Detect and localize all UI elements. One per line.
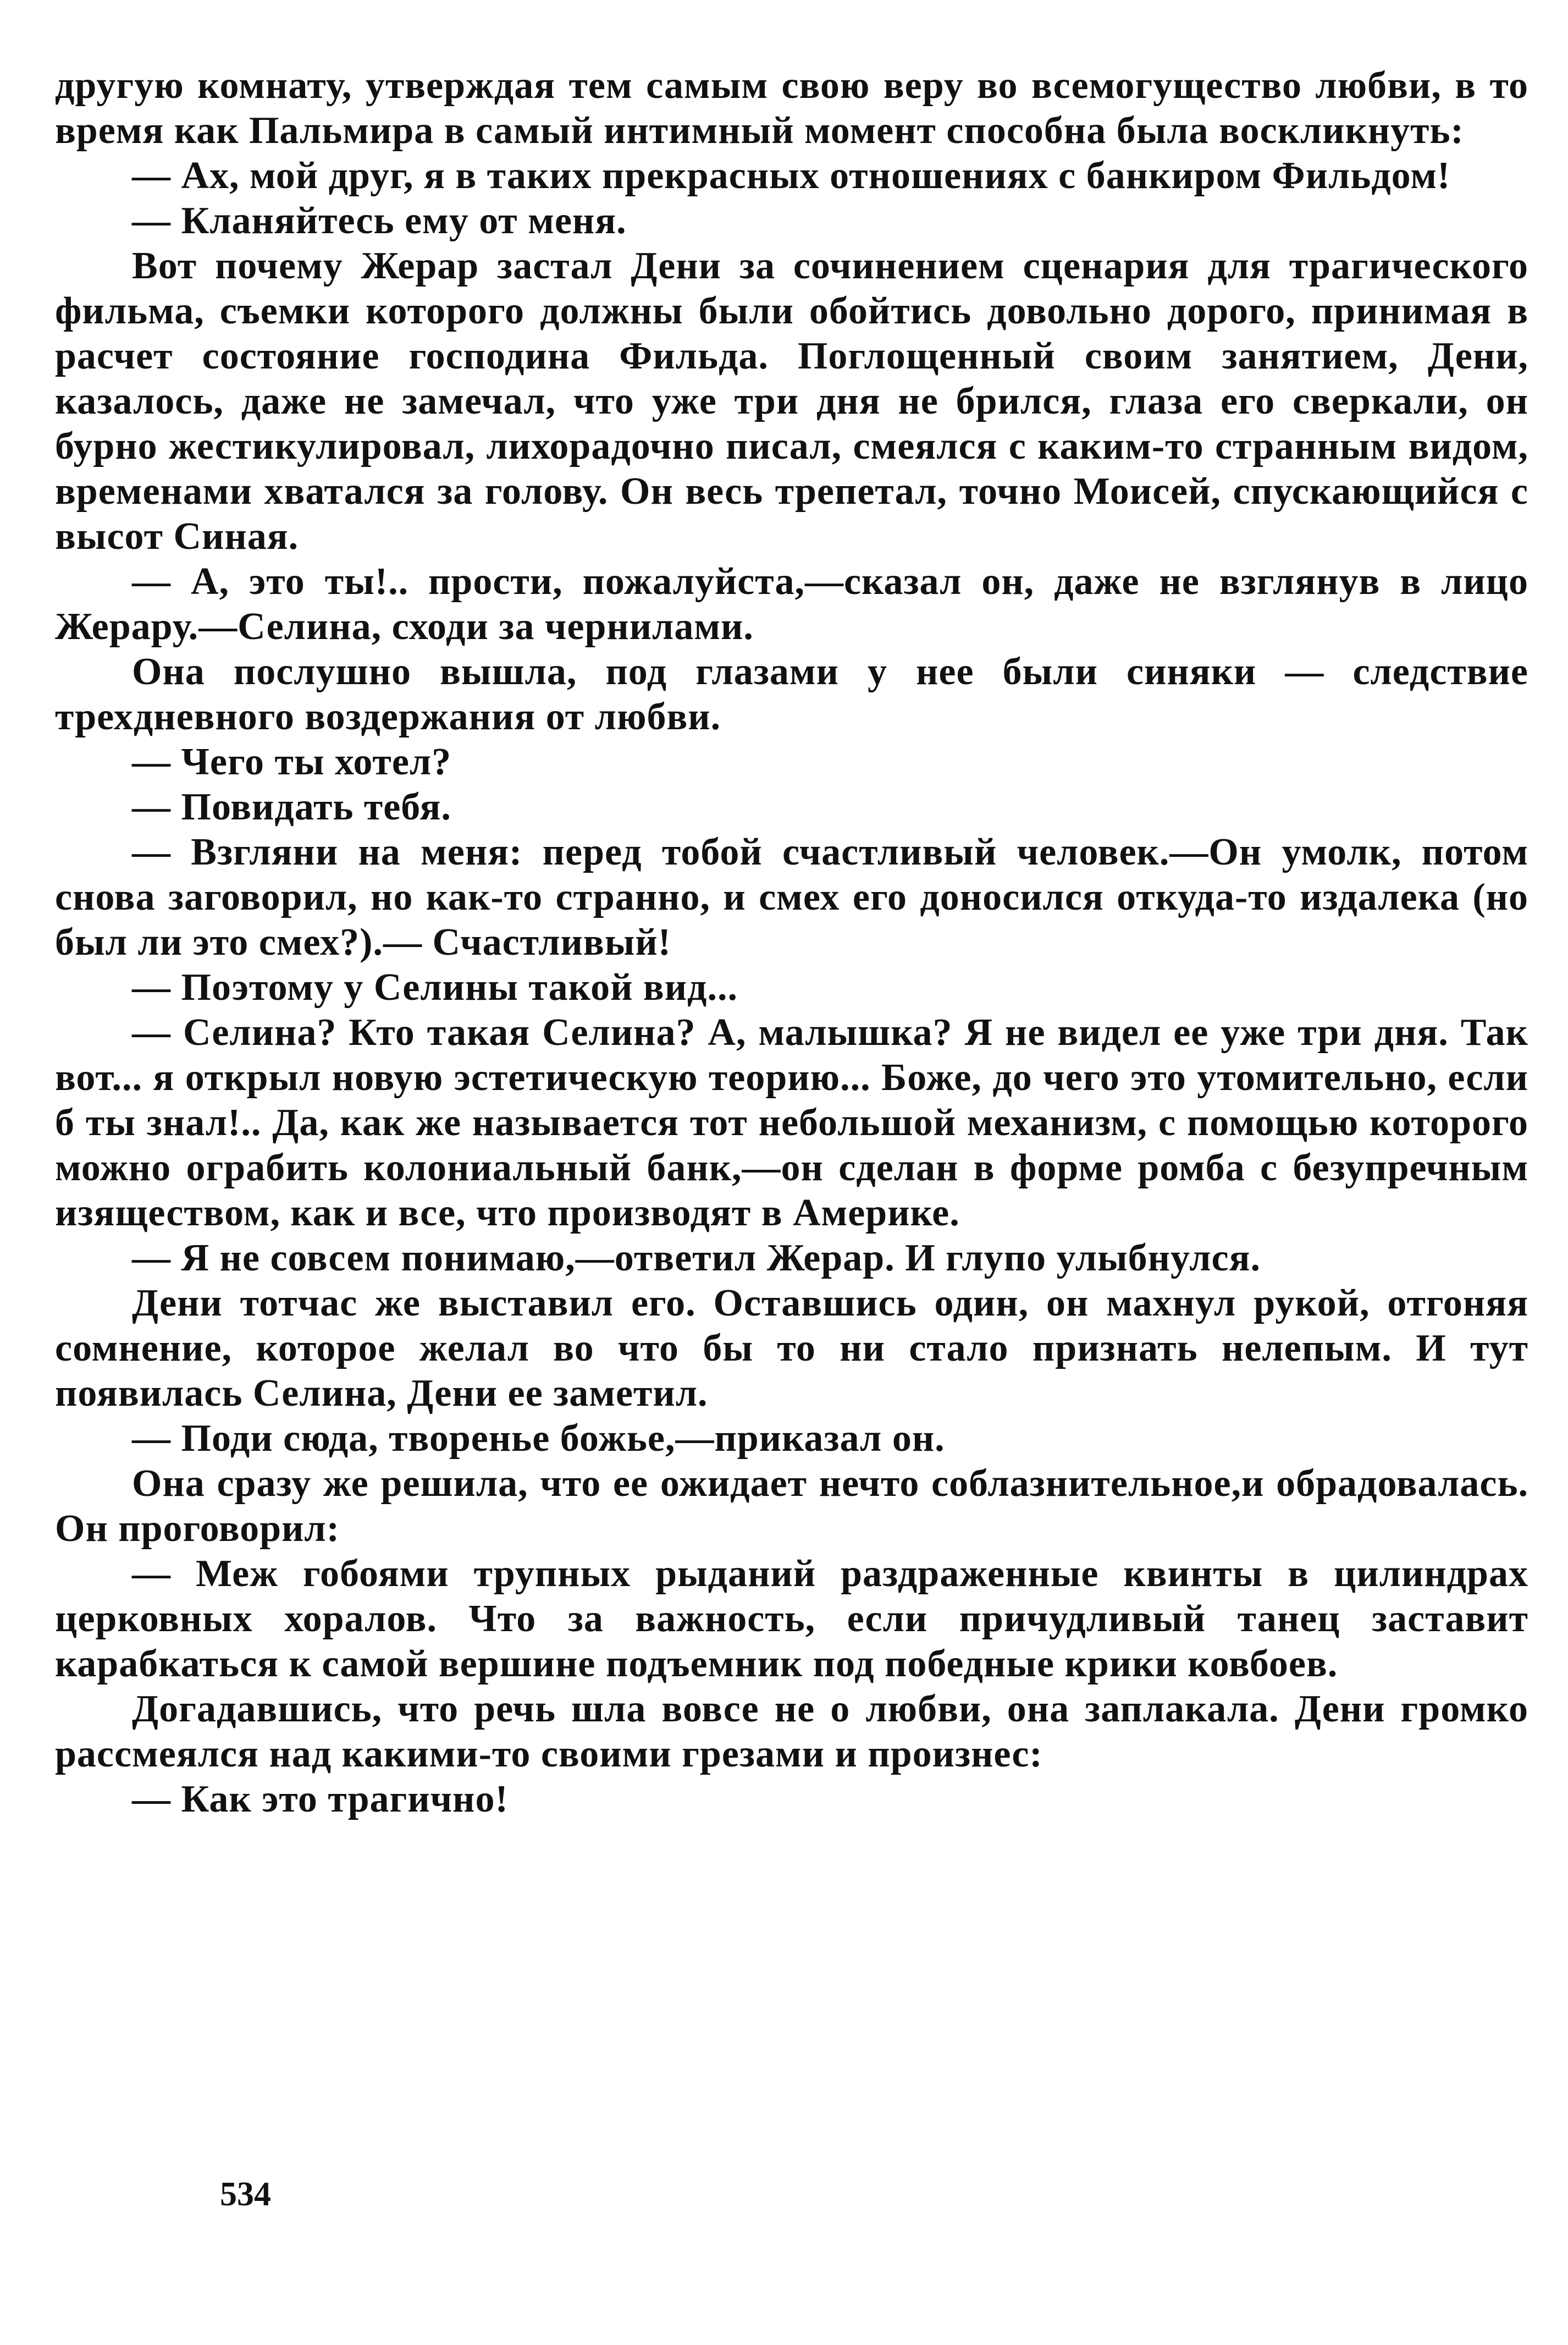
paragraph-16: — Меж гобоями трупных рыданий раздраженные квинты в цилиндрах церковных хоралов. Что за важность, если причудливый танец заставит карабкаться к самой вершине подъемник под победные крики ковбоев. xyxy=(55,1553,1528,1685)
paragraph-1: другую комнату, утверждая тем самым свою веру во всемогущество любви, в то время как Пальмира в самый интимный момент способна была воскликнуть: xyxy=(55,64,1528,152)
paragraph-3: — Кланяйтесь ему от меня. xyxy=(132,200,627,242)
paragraph-18: — Как это трагично! xyxy=(132,1778,509,1820)
paragraph-4: Вот почему Жерар застал Дени за сочинением сценария для трагического фильма, съемки которого должны были обойтись довольно дорого, принимая в расчет состояние господина Фильда. Поглощенный своим занятием, Дени, казалось, даже не замечал, что уже три дня не брился, глаза его сверкали, он бурно жестикулировал, лихорадочно писал, смеялся с каким-то странным видом, временами хватался за голову. Он весь трепетал, точно Моисей, спускающийся с высот Синая. xyxy=(55,245,1528,558)
body-text xyxy=(55,63,1528,1822)
paragraph-10: — Поэтому у Селины такой вид... xyxy=(132,966,738,1009)
paragraph-9: — Взгляни на меня: перед тобой счастливый человек.—Он умолк, потом снова заговорил, но как-то странно, и смех его доносился откуда-то издалека (но был ли это смех?).— Счастливый! xyxy=(55,831,1528,964)
paragraph-8: — Повидать тебя. xyxy=(132,786,451,828)
paragraph-15: Она сразу же решила, что ее ожидает нечто соблазнительное,и обрадовалась. Он проговорил: xyxy=(55,1462,1528,1550)
paragraph-11: — Селина? Кто такая Селина? А, малышка? Я не видел ее уже три дня. Так вот... я открыл новую эстетическую теорию... Боже, до чего это утомительно, если б ты знал!.. Да, как же называется тот небольшой механизм, с помощью которого можно ограбить колониальный банк,—он сделан в форме ромба с безупречным изяществом, как и все, что производят в Америке. xyxy=(55,1011,1528,1234)
paragraph-2: — Ах, мой друг, я в таких прекрасных отношениях с банкиром Фильдом! xyxy=(132,155,1451,197)
paragraph-17: Догадавшись, что речь шла вовсе не о любви, она заплакала. Дени громко рассмеялся над какими-то своими грезами и произнес: xyxy=(55,1688,1528,1775)
paragraph-14: — Поди сюда, творенье божье,—приказал он. xyxy=(132,1417,945,1460)
paragraph-7: — Чего ты хотел? xyxy=(132,741,452,783)
paragraph-5: — А, это ты!.. прости, пожалуйста,—сказал он, даже не взглянув в лицо Жерару.—Селина, сходи за чернилами. xyxy=(55,560,1528,648)
paragraph-6: Она послушно вышла, под глазами у нее были синяки — следствие трехдневного воздержания от любви. xyxy=(55,651,1528,738)
paragraph-12: — Я не совсем понимаю,—ответил Жерар. И глупо улыбнулся. xyxy=(132,1237,1261,1279)
page-number: 534 xyxy=(220,2176,271,2213)
paragraph-13: Дени тотчас же выставил его. Оставшись один, он махнул рукой, отгоняя сомнение, которое желал во что бы то ни стало признать нелепым. И тут появилась Селина, Дени ее заметил. xyxy=(55,1282,1528,1414)
